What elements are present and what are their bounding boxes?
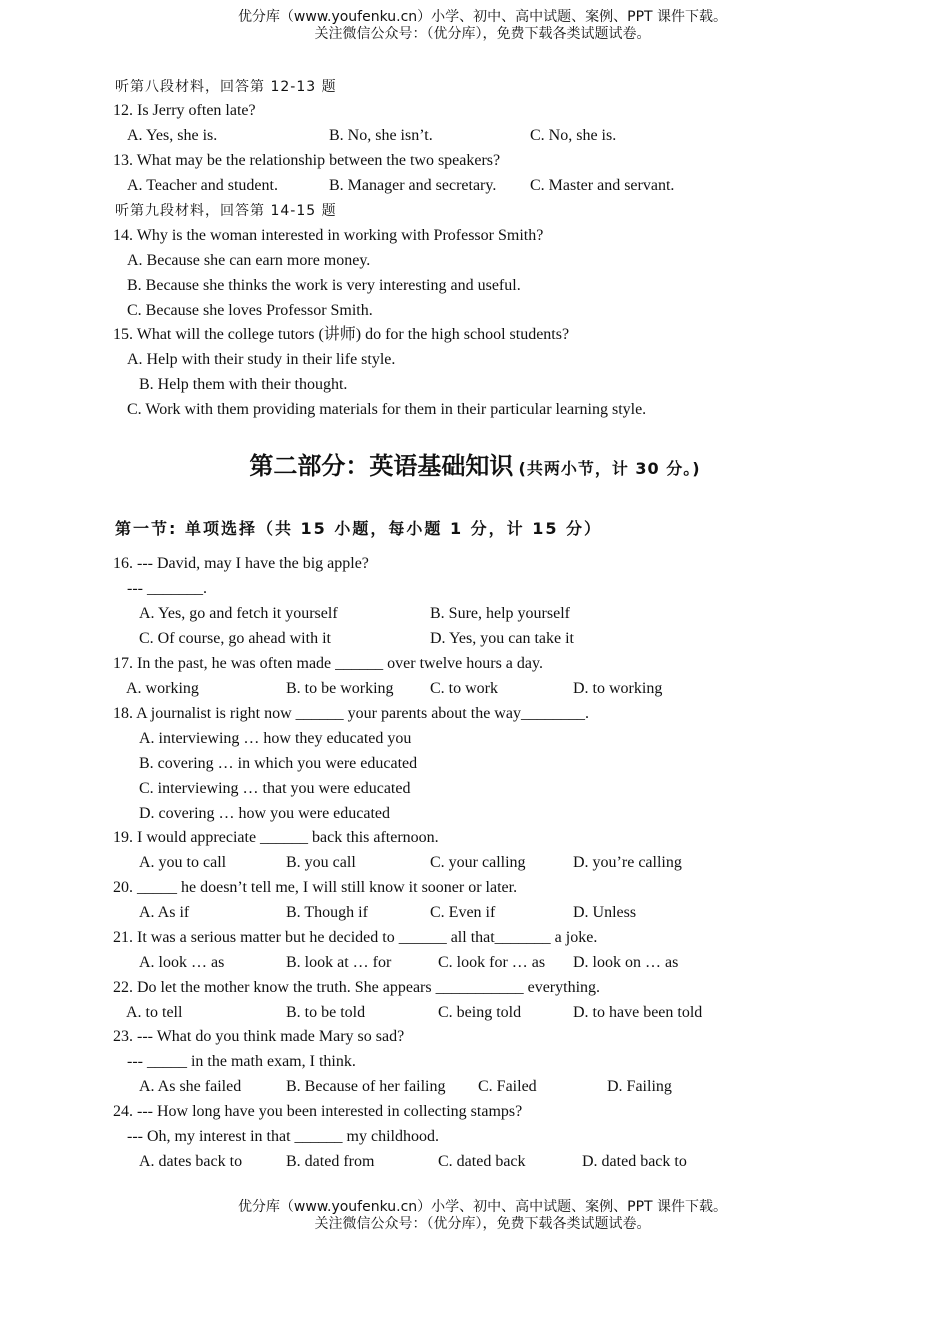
section1-heading: 第一节: 单项选择（共 15 小题，每小题 1 分，计 15 分）	[115, 519, 603, 538]
question-18-option-d: D. covering … how you were educated	[139, 805, 391, 822]
question-19-option-d: D. you’re calling	[573, 854, 682, 871]
question-19-option-b: B. you call	[286, 854, 356, 871]
question-22-stem: 22. Do let the mother know the truth. She appears ___________ everything.	[113, 979, 601, 996]
question-14-option-a: A. Because she can earn more money.	[127, 252, 371, 269]
question-20-option-a: A. As if	[139, 904, 190, 921]
question-20-stem: 20. _____ he doesn’t tell me, I will still know it sooner or later.	[113, 879, 518, 896]
footer-line-2: 关注微信公众号：（优分库），免费下载各类试题试卷。	[314, 1216, 651, 1232]
question-14-option-b: B. Because she thinks the work is very interesting and useful.	[127, 277, 521, 294]
question-21-option-b: B. look at … for	[286, 954, 392, 971]
question-22-option-c: C. being told	[438, 1004, 522, 1021]
question-18-stem: 18. A journalist is right now ______ your parents about the way________.	[113, 705, 589, 722]
listening-part9-heading: 听第九段材料，回答第 14-15 题	[115, 203, 337, 219]
question-16-option-c: C. Of course, go ahead with it	[139, 630, 331, 647]
part2-title-main: 第二部分：英语基础知识	[249, 452, 514, 480]
question-21-option-c: C. look for … as	[438, 954, 546, 971]
question-23-reply: --- _____ in the math exam, I think.	[127, 1053, 356, 1070]
question-23-option-c: C. Failed	[478, 1078, 537, 1095]
question-24-option-d: D. dated back to	[582, 1153, 687, 1170]
question-21-stem: 21. It was a serious matter but he decided to ______ all that_______ a joke.	[113, 929, 598, 946]
question-12-option-c: C. No, she is.	[530, 127, 617, 144]
question-24-option-b: B. dated from	[286, 1153, 375, 1170]
question-13-option-b: B. Manager and secretary.	[329, 177, 497, 194]
question-13-option-a: A. Teacher and student.	[127, 177, 278, 194]
question-23-option-d: D. Failing	[607, 1078, 672, 1095]
question-24-stem: 24. --- How long have you been interested in collecting stamps?	[113, 1103, 523, 1120]
question-21-option-a: A. look … as	[139, 954, 225, 971]
question-23-stem: 23. --- What do you think made Mary so sad?	[113, 1028, 405, 1045]
question-15-option-c: C. Work with them providing materials for them in their particular learning style.	[127, 401, 647, 418]
question-17-option-a: A. working	[126, 680, 199, 697]
question-24-option-a: A. dates back to	[139, 1153, 243, 1170]
question-19-option-c: C. your calling	[430, 854, 526, 871]
question-20-option-b: B. Though if	[286, 904, 368, 921]
question-17-stem: 17. In the past, he was often made ______ over twelve hours a day.	[113, 655, 543, 672]
question-22-option-d: D. to have been told	[573, 1004, 703, 1021]
part2-title	[0, 446, 950, 481]
question-15-stem: 15. What will the college tutors (讲师) do for the high school students?	[113, 326, 570, 343]
page-header	[0, 9, 950, 43]
question-15-option-b: B. Help them with their thought.	[139, 376, 348, 393]
question-24-option-c: C. dated back	[438, 1153, 526, 1170]
question-23-option-b: B. Because of her failing	[286, 1078, 446, 1095]
question-23-option-a: A. As she failed	[139, 1078, 242, 1095]
page-footer	[0, 1199, 950, 1233]
question-20-option-c: C. Even if	[430, 904, 496, 921]
question-17-option-c: C. to work	[430, 680, 498, 697]
part2-title-note: (共两小节，计 30 分。)	[518, 459, 701, 478]
question-21-option-d: D. look on … as	[573, 954, 679, 971]
question-13-option-c: C. Master and servant.	[530, 177, 675, 194]
question-17-option-b: B. to be working	[286, 680, 394, 697]
question-19-stem: 19. I would appreciate ______ back this afternoon.	[113, 829, 439, 846]
question-24-reply: --- Oh, my interest in that ______ my childhood.	[127, 1128, 439, 1145]
question-16-option-a: A. Yes, go and fetch it yourself	[139, 605, 338, 622]
question-12-option-b: B. No, she isn’t.	[329, 127, 433, 144]
question-22-option-b: B. to be told	[286, 1004, 366, 1021]
listening-part8-heading: 听第八段材料，回答第 12-13 题	[115, 79, 337, 95]
question-19-option-a: A. you to call	[139, 854, 227, 871]
question-16-option-d: D. Yes, you can take it	[430, 630, 574, 647]
footer-line-1: 优分库（www.youfenku.cn）小学、初中、高中试题、案例、PPT 课件下载。	[237, 1199, 728, 1215]
question-16-stem: 16. --- David, may I have the big apple?	[113, 555, 369, 572]
question-17-option-d: D. to working	[573, 680, 663, 697]
question-18-option-b: B. covering … in which you were educated	[139, 755, 418, 772]
question-12-stem: 12. Is Jerry often late?	[113, 102, 256, 119]
question-20-option-d: D. Unless	[573, 904, 637, 921]
header-line-2: 关注微信公众号：（优分库），免费下载各类试题试卷。	[314, 26, 651, 42]
question-16-reply: --- _______.	[127, 580, 207, 597]
question-16-option-b: B. Sure, help yourself	[430, 605, 570, 622]
question-14-stem: 14. Why is the woman interested in working with Professor Smith?	[113, 227, 544, 244]
question-14-option-c: C. Because she loves Professor Smith.	[127, 302, 373, 319]
question-12-option-a: A. Yes, she is.	[127, 127, 218, 144]
header-line-1: 优分库（www.youfenku.cn）小学、初中、高中试题、案例、PPT 课件下载。	[237, 9, 728, 25]
question-15-option-a: A. Help with their study in their life style.	[127, 351, 396, 368]
question-18-option-a: A. interviewing … how they educated you	[139, 730, 412, 747]
question-22-option-a: A. to tell	[126, 1004, 183, 1021]
question-18-option-c: C. interviewing … that you were educated	[139, 780, 411, 797]
question-13-stem: 13. What may be the relationship between the two speakers?	[113, 152, 501, 169]
